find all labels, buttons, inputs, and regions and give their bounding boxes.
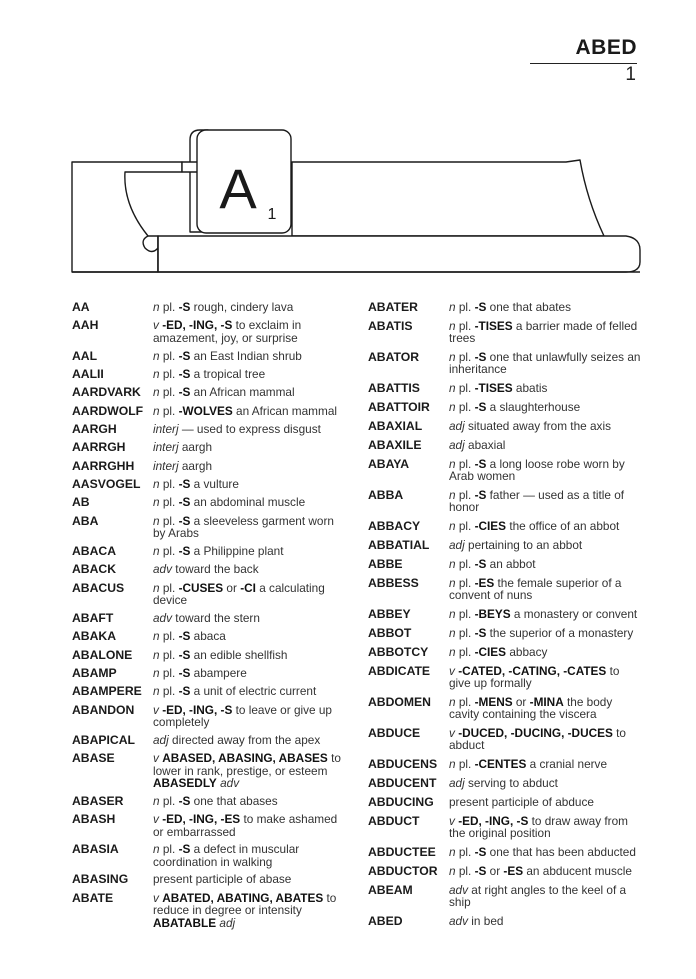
headword: ABAKA — [72, 629, 117, 644]
dictionary-entry — [368, 864, 643, 878]
definition: n pl. -S a sleeveless garment worn by Arabs — [153, 513, 334, 541]
left-column — [72, 300, 342, 929]
headword: ABAPICAL — [72, 732, 135, 747]
dictionary-entry — [368, 319, 643, 345]
dictionary-entry — [368, 626, 643, 640]
headword: ABDUCE — [368, 725, 421, 740]
definition: n pl. -WOLVES an African mammal — [153, 403, 338, 418]
dictionary-entry — [72, 812, 342, 838]
dictionary-entry — [368, 419, 643, 433]
headword: ABDICATE — [368, 664, 431, 679]
headword: AA — [72, 300, 90, 314]
headword: ABAYA — [368, 457, 410, 472]
headword: ABALONE — [72, 647, 133, 662]
headword: AASVOGEL — [72, 477, 141, 492]
dictionary-entry — [368, 438, 643, 452]
rack-right-back — [292, 160, 604, 236]
dictionary-entry — [72, 751, 342, 789]
definition: n pl. -CIES abbacy — [449, 645, 548, 659]
definition: n pl. -TISES abatis — [449, 380, 548, 395]
dictionary-entry — [368, 695, 643, 721]
headword: AARGH — [72, 421, 117, 436]
dictionary-entry — [72, 544, 342, 558]
headword: ABBA — [368, 487, 404, 502]
definition: n pl. -S abampere — [153, 665, 247, 680]
definition: n pl. -S an edible shellfish — [153, 647, 288, 662]
dictionary-entry — [368, 381, 643, 395]
dictionary-entry — [368, 538, 643, 552]
dictionary-entry — [72, 300, 342, 314]
definition: v -ED, -ING, -S to draw away from the original position — [449, 813, 628, 841]
definition: v -DUCED, -DUCING, -DUCES to abduct — [449, 725, 626, 753]
dictionary-entry — [72, 404, 342, 418]
dictionary-entry — [72, 648, 342, 662]
tile-letter: A — [219, 157, 257, 220]
headword: AALII — [72, 366, 104, 381]
headword: ABACUS — [72, 580, 125, 595]
definition: n pl. -S a unit of electric current — [153, 684, 317, 699]
headword: ABACA — [72, 543, 117, 558]
rack-front-ledge — [158, 236, 640, 272]
dictionary-entry — [72, 318, 342, 344]
definition: n pl. -S a slaughterhouse — [449, 399, 581, 414]
dictionary-entry — [72, 514, 342, 540]
definition: n pl. -CENTES a cranial nerve — [449, 756, 608, 771]
headword: ABANDON — [72, 702, 135, 717]
definition: adj serving to abduct — [449, 775, 558, 790]
headword: ABA — [72, 513, 99, 528]
dictionary-entry — [368, 814, 643, 840]
definition: v -ED, -ING, -S to exclaim in amazement, joy, or surprise — [153, 318, 302, 345]
headword: ABATE — [72, 890, 114, 905]
headword: ABDUCENT — [368, 775, 437, 790]
definition: n pl. -S a defect in muscular coordination in walking — [153, 842, 300, 869]
definition: adv at right angles to the keel of a ship — [449, 882, 627, 910]
dictionary-entry — [72, 666, 342, 680]
headword: ABBATIAL — [368, 537, 430, 552]
definition: adv toward the stern — [153, 610, 260, 625]
dictionary-entry — [368, 914, 643, 928]
definition: v -ED, -ING, -S to leave or give up completely — [153, 702, 332, 730]
dictionary-entry — [72, 581, 342, 607]
headword: ABBEY — [368, 606, 411, 621]
definition: n pl. -S a long loose robe worn by Arab women — [449, 457, 625, 484]
dictionary-entry — [368, 726, 643, 752]
headword: ABASER — [72, 793, 124, 808]
dictionary-entry — [72, 794, 342, 808]
dictionary-entry — [368, 845, 643, 859]
dictionary-entry — [368, 400, 643, 414]
definition: v -ED, -ING, -ES to make ashamed or embarrassed — [153, 812, 338, 839]
definition: n pl. -S a vulture — [153, 477, 239, 492]
headword: ABED — [368, 913, 403, 928]
definition: n pl. -S an abbot — [449, 556, 536, 571]
definition: adj pertaining to an abbot — [449, 537, 583, 552]
definition: n pl. -CIES the office of an abbot — [449, 518, 620, 533]
headword: ABASIA — [72, 842, 119, 857]
definition: interj — used to express disgust — [153, 421, 321, 436]
definition: n pl. -S an African mammal — [153, 385, 295, 400]
dictionary-entry — [368, 350, 643, 376]
dictionary-entry — [368, 300, 643, 314]
headword: ABATTOIR — [368, 399, 430, 414]
headword: AB — [72, 495, 90, 510]
definition: n pl. -BEYS a monastery or convent — [449, 606, 638, 621]
definition: interj aargh — [153, 458, 213, 473]
definition: n pl. -S one that unlawfully seizes an inheritance — [449, 349, 641, 377]
headword: ABDUCENS — [368, 756, 438, 771]
definition: n pl. -S or -ES an abducent muscle — [449, 863, 632, 878]
dictionary-entry — [72, 495, 342, 509]
dictionary-entry — [72, 703, 342, 729]
dictionary-entry — [368, 488, 643, 514]
headword: ABDUCTOR — [368, 863, 438, 878]
definition: adv in bed — [449, 913, 504, 928]
headword: ABAXILE — [368, 438, 422, 452]
definition: n pl. -S a Philippine plant — [153, 543, 284, 558]
headword: ABBOTCY — [368, 645, 429, 659]
right-column — [368, 300, 643, 928]
definition: adj abaxial — [449, 438, 506, 452]
dictionary-entry — [368, 519, 643, 533]
headword: ABATOR — [368, 349, 420, 364]
definition: n pl. -S one that abases — [153, 793, 278, 808]
dictionary-entry — [368, 457, 643, 483]
dictionary-entry — [72, 422, 342, 436]
definition: n pl. -S one that abates — [449, 300, 571, 314]
headword: ABBE — [368, 556, 403, 571]
tile-points: 1 — [267, 206, 277, 223]
headword: ABAMPERE — [72, 684, 142, 699]
headword: ABATER — [368, 300, 418, 314]
definition: present participle of abase — [153, 872, 292, 887]
definition: n pl. -S abaca — [153, 629, 226, 644]
dictionary-entry — [72, 629, 342, 643]
headword: ABBOT — [368, 625, 412, 640]
dictionary-entry — [368, 557, 643, 571]
headword: ABDUCTEE — [368, 844, 436, 859]
headword: AARDWOLF — [72, 403, 144, 418]
definition: v ABASED, ABASING, ABASES to lower in rank, prestige, or esteem ABASEDLY adv — [153, 751, 341, 790]
headword: ABDOMEN — [368, 694, 431, 709]
dictionary-entry — [368, 776, 643, 790]
dictionary-entry — [368, 757, 643, 771]
headword: ABBESS — [368, 576, 419, 590]
headword: AARDVARK — [72, 385, 141, 400]
headword: ABASE — [72, 751, 115, 766]
definition: n pl. -MENS or -MINA the body cavity containing the viscera — [449, 694, 613, 722]
definition: n pl. -S rough, cindery lava — [153, 300, 294, 314]
tile-rack-illustration — [0, 0, 696, 290]
headword: ABDUCING — [368, 794, 434, 809]
headword: AARRGHH — [72, 458, 135, 473]
definition: v ABATED, ABATING, ABATES to reduce in degree or intensity ABATABLE adj — [153, 890, 337, 930]
headword: ABAMP — [72, 665, 117, 680]
headword: ABATTIS — [368, 380, 420, 395]
headword: ABEAM — [368, 882, 413, 897]
headword: ABASING — [72, 872, 129, 887]
definition: n pl. -S father — used as a title of honor — [449, 487, 625, 515]
definition: n pl. -S an East Indian shrub — [153, 348, 302, 363]
dictionary-entry — [72, 611, 342, 625]
headword: ABASH — [72, 812, 116, 827]
definition: n pl. -S one that has been abducted — [449, 844, 636, 859]
definition: n pl. -CUSES or -CI a calculating device — [153, 580, 325, 608]
headword: AAL — [72, 348, 98, 363]
definition: adv toward the back — [153, 562, 259, 577]
definition: v -CATED, -CATING, -CATES to give up formally — [449, 664, 620, 691]
guide-word: ABED — [575, 36, 637, 59]
definition: present participle of abduce — [449, 794, 594, 809]
definition: n pl. -S an abdominal muscle — [153, 495, 306, 510]
definition: n pl. -TISES a barrier made of felled trees — [449, 319, 638, 346]
dictionary-entry — [72, 349, 342, 363]
headword: AARRGH — [72, 440, 126, 455]
definition: adj situated away from the axis — [449, 418, 611, 433]
dictionary-entry — [72, 440, 342, 454]
dictionary-entry — [72, 385, 342, 399]
headword: ABAFT — [72, 610, 114, 625]
headword: ABAXIAL — [368, 418, 423, 433]
headword: ABDUCT — [368, 813, 420, 828]
dictionary-entry — [72, 891, 342, 929]
definition: n pl. -S a tropical tree — [153, 366, 266, 381]
definition: n pl. -S the superior of a monastery — [449, 625, 634, 640]
dictionary-entry — [72, 562, 342, 576]
dictionary-entry — [368, 795, 643, 809]
dictionary-entry — [72, 367, 342, 381]
page-number: 1 — [625, 64, 636, 85]
headword: AAH — [72, 318, 99, 333]
definition: interj aargh — [153, 440, 213, 455]
headword: ABBACY — [368, 518, 421, 533]
dictionary-entry — [368, 645, 643, 659]
dictionary-entry — [368, 576, 643, 602]
dictionary-entry — [72, 459, 342, 473]
dictionary-entry — [368, 607, 643, 621]
headword: ABATIS — [368, 319, 413, 334]
dictionary-entry — [72, 733, 342, 747]
dictionary-entry — [72, 872, 342, 886]
dictionary-entry — [368, 664, 643, 690]
headword: ABACK — [72, 562, 117, 577]
dictionary-entry — [368, 883, 643, 909]
dictionary-entry — [72, 684, 342, 698]
definition: adj directed away from the apex — [153, 732, 321, 747]
definition: n pl. -ES the female superior of a convent of nuns — [449, 576, 622, 603]
dictionary-entry — [72, 477, 342, 491]
dictionary-entry — [72, 842, 342, 868]
